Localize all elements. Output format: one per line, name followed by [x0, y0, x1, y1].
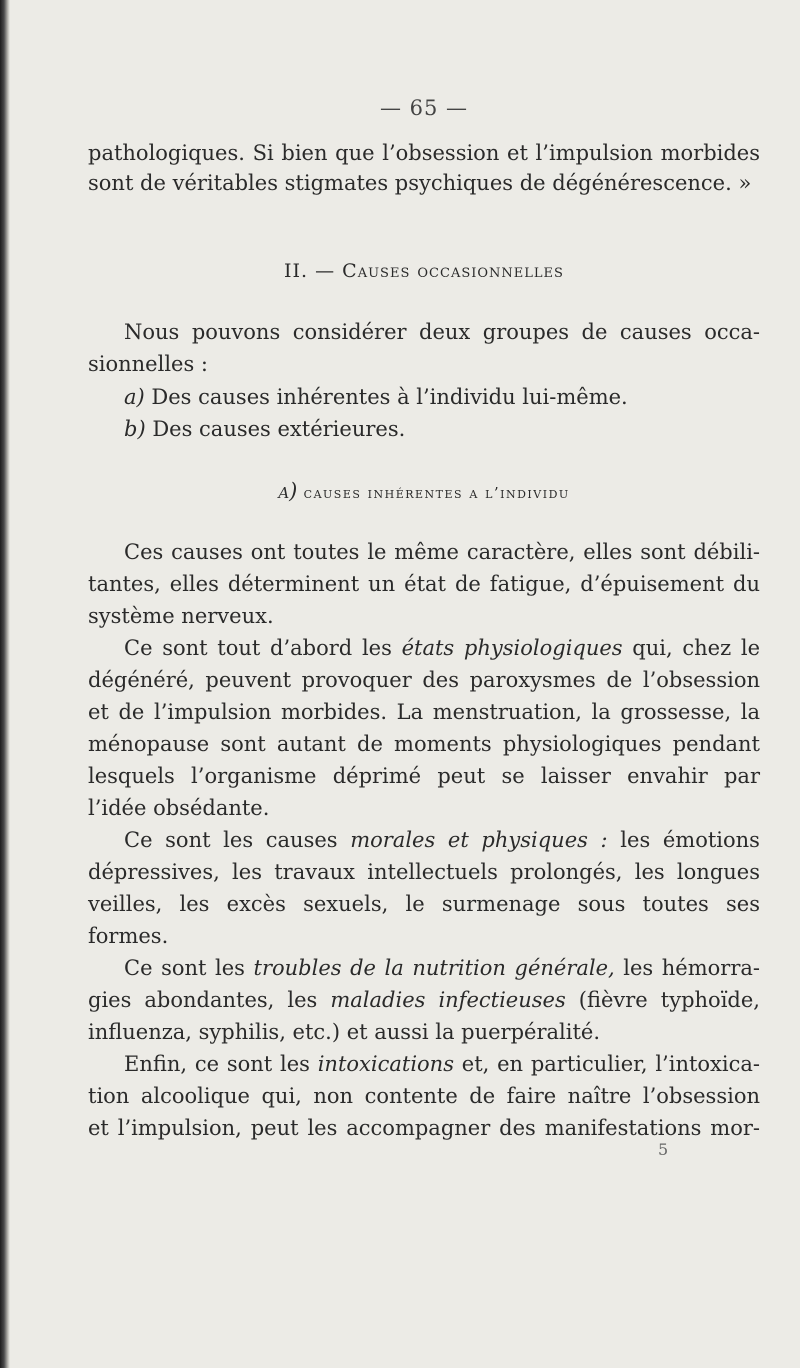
text-line: influenza, syphilis, etc.) et aussi la puerpéralité. [88, 1020, 600, 1044]
text-line [88, 986, 760, 1014]
text-line: tantes, elles déterminent un état de fatigue, d’épuisement du [88, 572, 760, 596]
text-line: sionnelles : [88, 352, 209, 376]
page-number: — 65 — [379, 96, 469, 120]
italic-span: morales et physiques : [350, 828, 608, 852]
text-line: dépressives, les travaux intellectuels prolongés, les longues [88, 860, 760, 884]
text-span: qui, chez le [632, 636, 760, 660]
text-span: Ce sont les [124, 956, 245, 980]
text-span: Ce sont tout d’abord les [124, 636, 392, 660]
text-line: Nous pouvons considérer deux groupes de causes occa- [124, 320, 760, 344]
list-letter: b) [124, 417, 146, 441]
list-text: Des causes extérieures. [152, 417, 406, 441]
italic-span: intoxications [317, 1052, 454, 1076]
text-line [88, 826, 760, 854]
list-item-b [88, 415, 760, 443]
subsection-title: causes inhérentes a l’individu [303, 484, 570, 502]
text-line: dégénéré, peuvent provoquer des paroxysmes de l’obsession [88, 668, 760, 692]
list-text: Des causes inhérentes à l’individu lui-même. [151, 385, 628, 409]
page-binding-edge [0, 0, 10, 1368]
text-line: formes. [88, 924, 169, 948]
italic-span: maladies infectieuses [330, 988, 566, 1012]
text-span: gies abondantes, les [88, 988, 318, 1012]
text-line: et de l’impulsion morbides. La menstruation, la grossesse, la [88, 700, 760, 724]
text-line: veilles, les excès sexuels, le surmenage sous toutes ses [88, 892, 760, 916]
subsection-letter: a) [278, 479, 298, 503]
text-line: l’idée obsédante. [88, 796, 270, 820]
text-line: sont de véritables stigmates psychiques de dégénérescence. » [88, 171, 752, 195]
text-span: Enfin, ce sont les [124, 1052, 310, 1076]
text-line [88, 954, 760, 982]
list-item-a [88, 383, 760, 411]
text-line: ménopause sont autant de moments physiologiques pendant [88, 732, 760, 756]
text-line: lesquels l’organisme déprimé peut se laisser envahir par [88, 764, 760, 788]
italic-span: troubles de la nutrition générale, [253, 956, 615, 980]
text-line: Ces causes ont toutes le même caractère, elles sont débili- [124, 540, 760, 564]
text-line: tion alcoolique qui, non contente de faire naître l’obsession [88, 1084, 760, 1108]
list-letter: a) [124, 385, 145, 409]
text-line [88, 634, 760, 662]
text-span: les émotions [620, 828, 760, 852]
text-line: système nerveux. [88, 604, 274, 628]
book-page [88, 0, 760, 1368]
text-span: (fièvre typhoïde, [578, 988, 760, 1012]
subsection-heading [88, 479, 760, 503]
signature-mark: 5 [658, 1140, 669, 1159]
text-line: et l’impulsion, peut les accompagner des manifestations mor- [88, 1116, 760, 1140]
text-span: et, en particulier, l’intoxica- [461, 1052, 760, 1076]
section-heading: II. — Causes occasionnelles [284, 260, 564, 282]
text-span: Ce sont les causes [124, 828, 338, 852]
text-line: pathologiques. Si bien que l’obsession et l’impulsion morbides [88, 141, 760, 165]
italic-span: états physiologiques [401, 636, 623, 660]
text-line [88, 1050, 760, 1078]
text-span: les hémorra- [623, 956, 760, 980]
